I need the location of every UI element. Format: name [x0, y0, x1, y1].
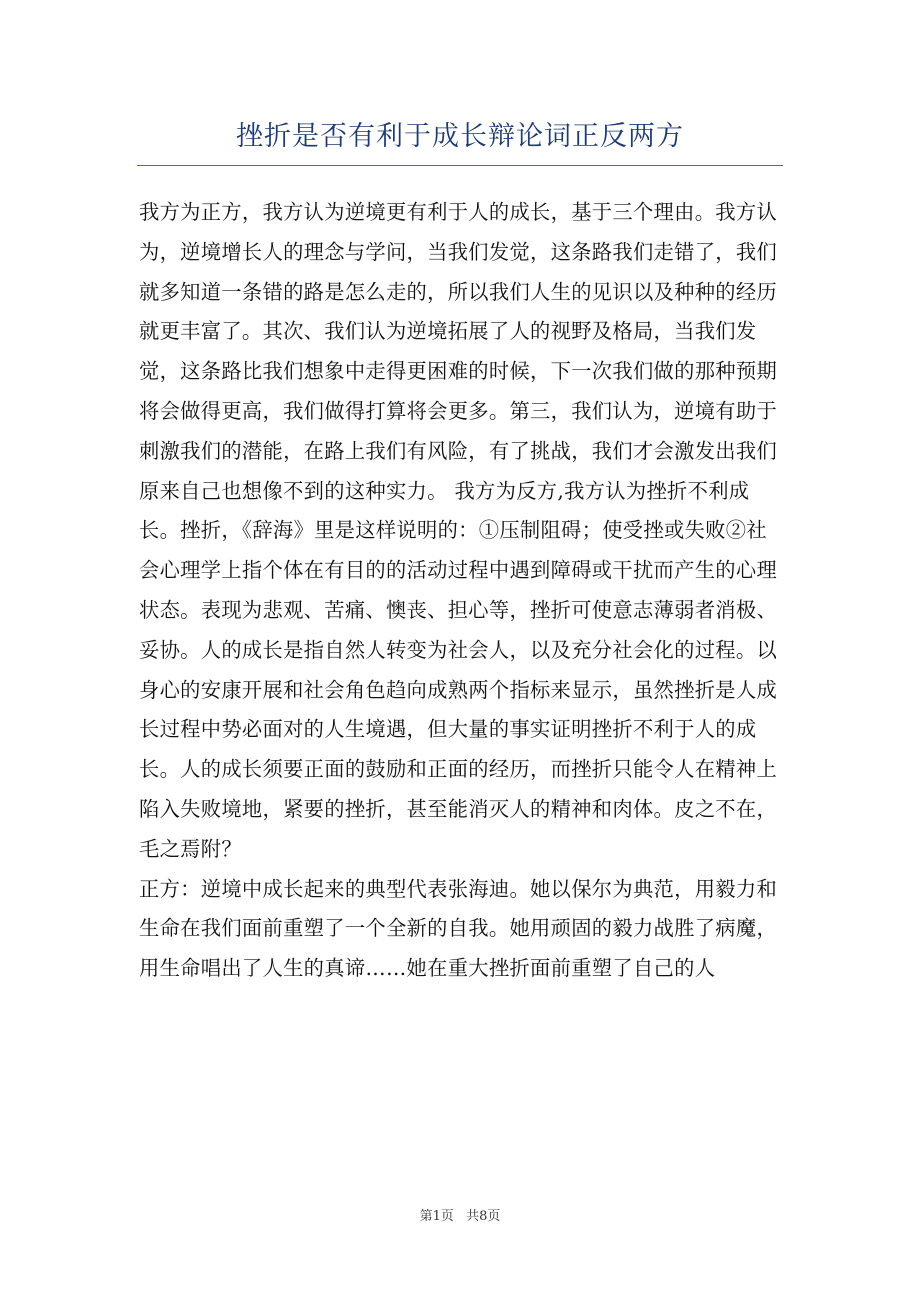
paragraph: 我方为正方，我方认为逆境更有利于人的成长，基于三个理由。我方认为，逆境增长人的理念与学问，当我们发觉，这条路我们走错了，我们就多知道一条错的路是怎么走的，所以我们人生的见识以及种种的经历就更丰富了。其次、我们认为逆境拓展了人的视野及格局，当我们发觉，这条路比我们想象中走得更困难的时候，下一次我们做的那种预期将会做得更高，我们做得打算将会更多。第三，我们认为，逆境有助于刺激我们的潜能，在路上我们有风险，有了挑战，我们才会激发出我们原来自己也想像不到的这种实力。 我方为反方,我方认为挫折不利成长。挫折，《辞海》里是这样说明的：①压制阻碍；使受挫或失败②社会心理学上指个体在有目的的活动过程中遇到障碍或干扰而产生的心理状态。表现为悲观、苦痛、懊丧、担心等，挫折可使意志薄弱者消极、妥协。人的成长是指自然人转变为社会人，以及充分社会化的过程。以身心的安康开展和社会角色趋向成熟两个指标来显示，虽然挫折是人成长过程中势必面对的人生境遇，但大量的事实证明挫折不利于人的成长。人的成长须要正面的鼓励和正面的经历，而挫折只能令人在精神上陷入失败境地，紧要的挫折，甚至能消灭人的精神和肉体。皮之不在，毛之焉附？ — [139, 200, 778, 861]
document-title: 挫折是否有利于成长辩论词正反两方 — [236, 121, 684, 152]
page-footer — [0, 1205, 920, 1224]
paragraph: 正方：逆境中成长起来的典型代表张海迪。她以保尔为典范，用毅力和生命在我们面前重塑了一个全新的自我。她用顽固的毅力战胜了病魔，用生命唱出了人生的真谛……她在重大挫折面前重塑了自己的人 — [139, 876, 778, 981]
page-number: 第1页 — [419, 1209, 454, 1224]
document-body — [139, 193, 785, 989]
page-total: 共8页 — [466, 1209, 501, 1224]
title-divider — [137, 165, 783, 166]
